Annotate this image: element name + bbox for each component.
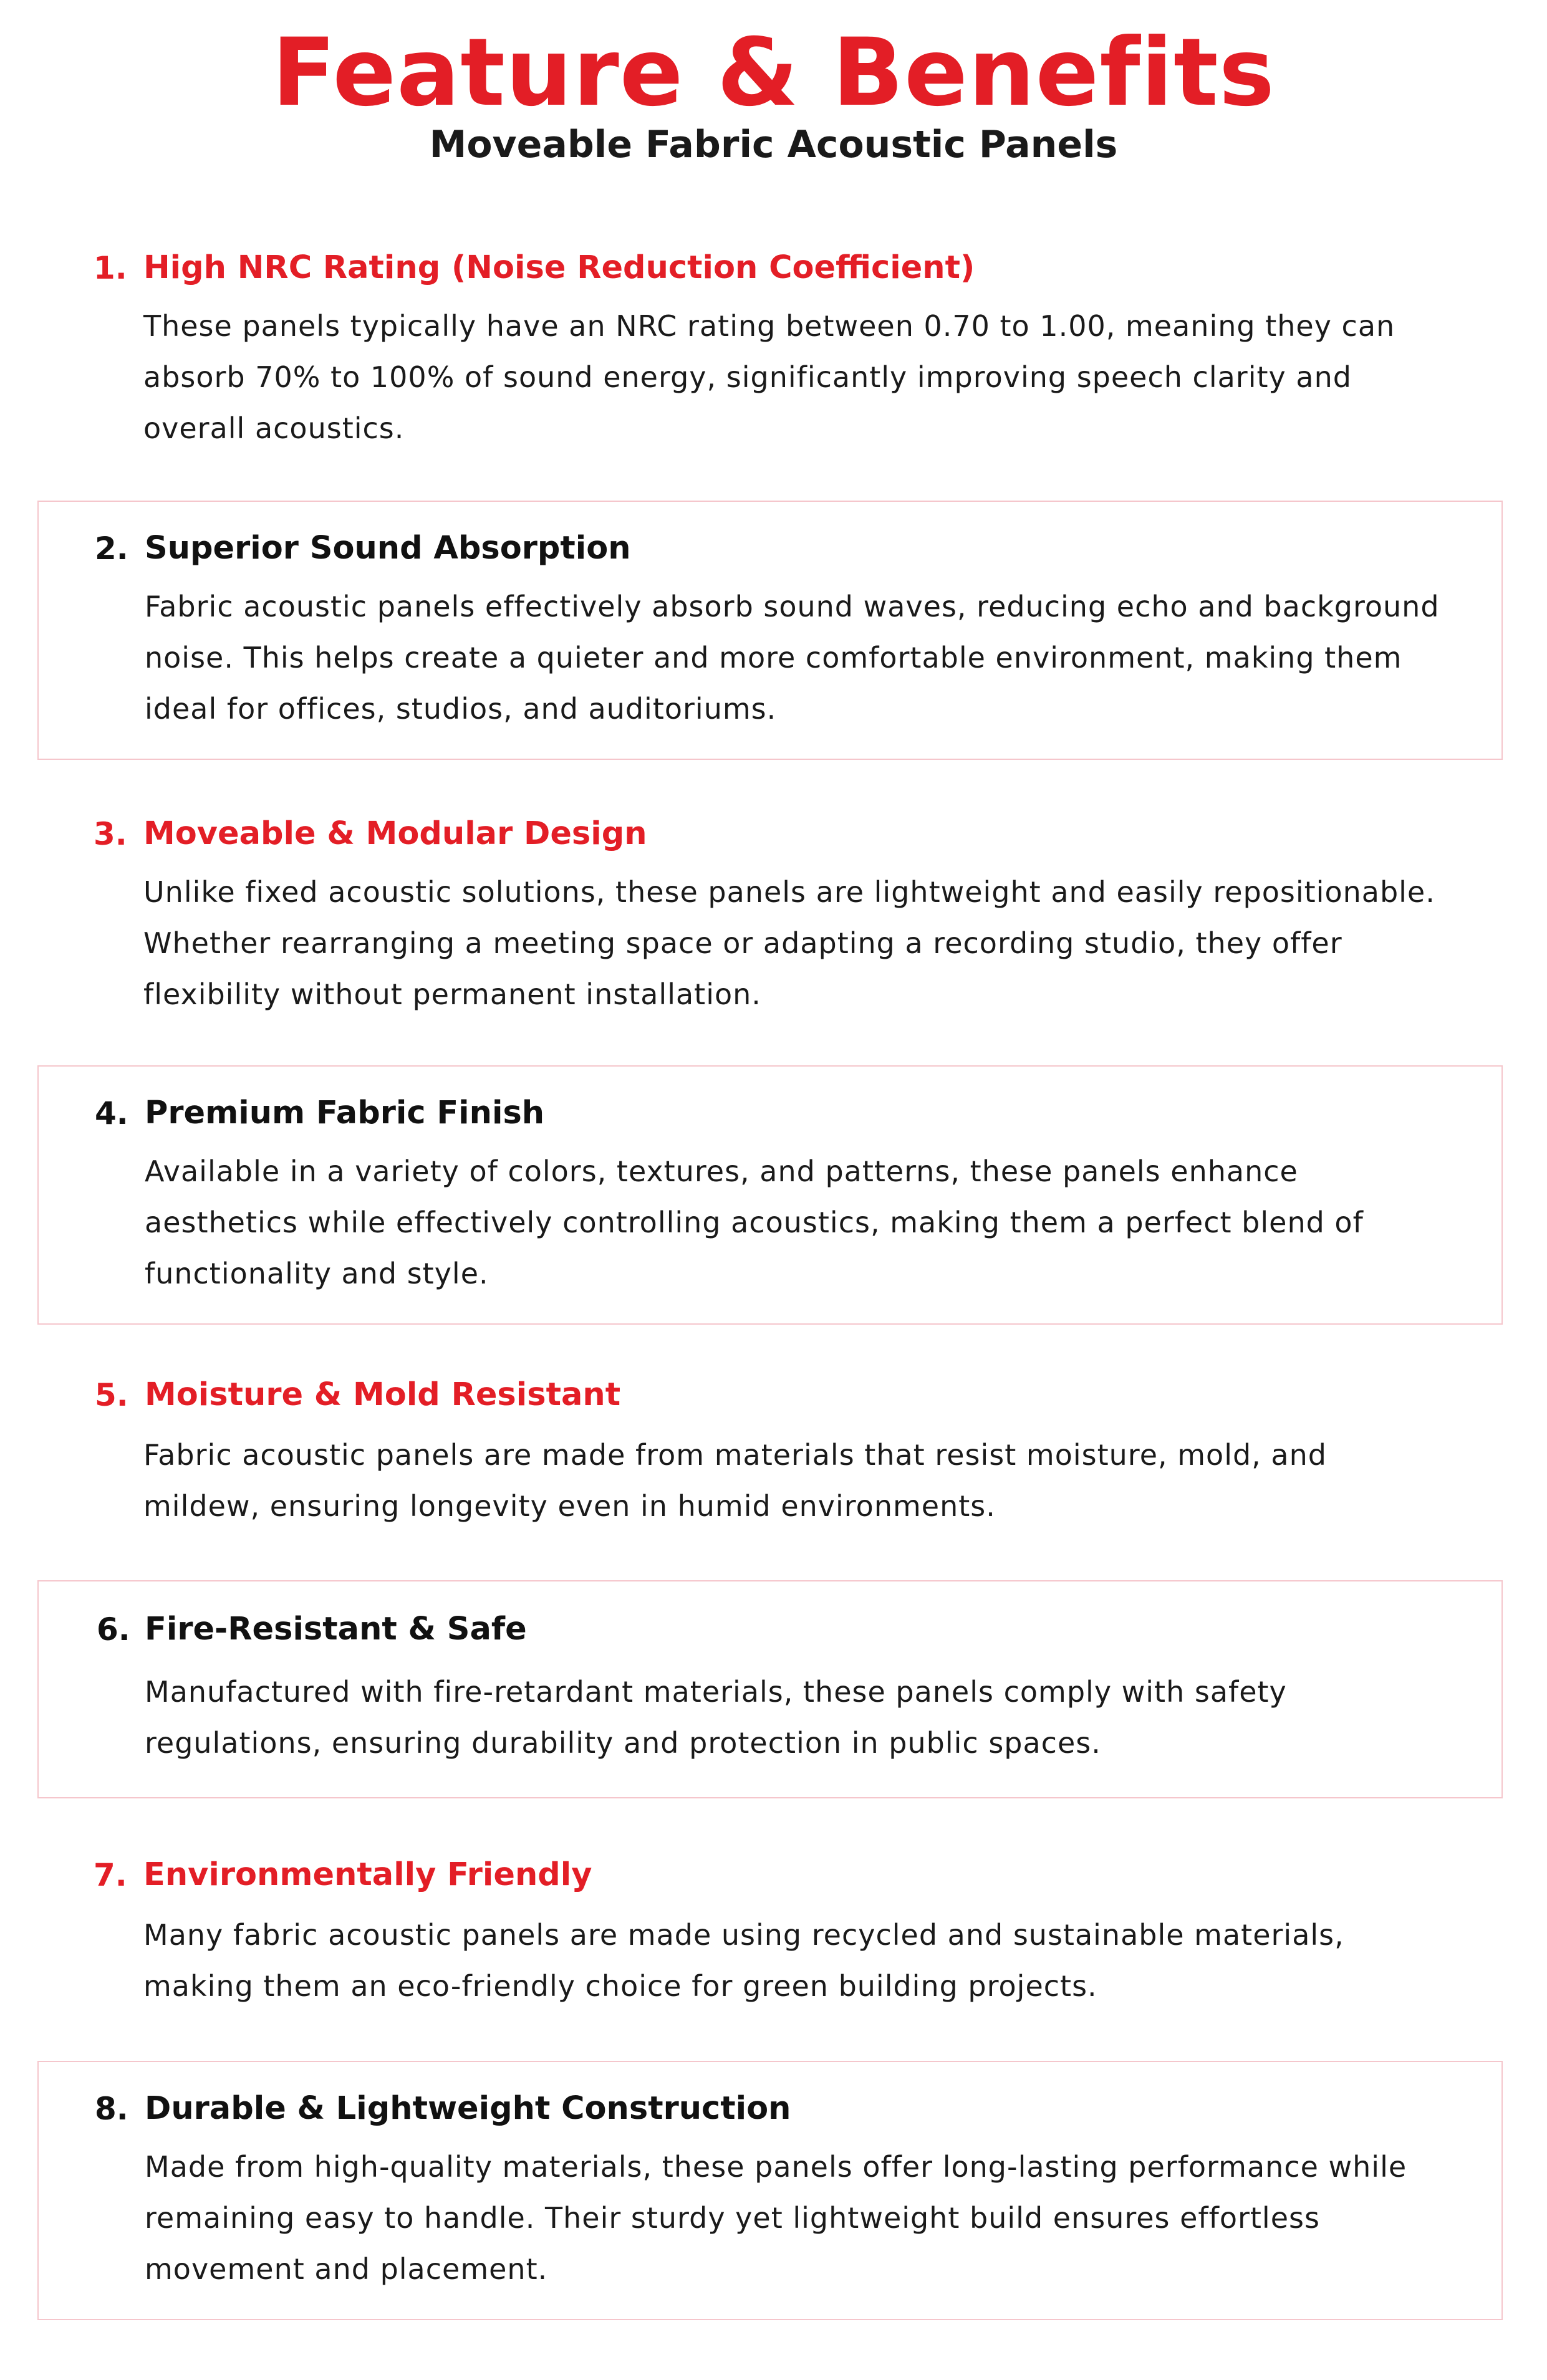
feature-8 [37, 2061, 1503, 2320]
page-title: Feature & Benefits [271, 19, 1276, 127]
feature-number: 1. [94, 250, 127, 286]
feature-title: Moisture & Mold Resistant [145, 1376, 621, 1413]
feature-number: 6. [97, 1611, 130, 1648]
feature-text-line: making them an eco-friendly choice for green building projects. [143, 1969, 1097, 2003]
feature-number: 5. [95, 1377, 128, 1413]
feature-text-line: noise. This helps create a quieter and more comfortable environment, making them [145, 641, 1402, 674]
feature-description [143, 1909, 1465, 2012]
feature-title: Environmentally Friendly [143, 1856, 592, 1893]
feature-description [145, 1146, 1467, 1299]
feature-4 [37, 1065, 1503, 1325]
feature-text-line: ideal for offices, studios, and auditoriums. [145, 692, 777, 726]
feature-text-line: Fabric acoustic panels effectively absorb sound waves, reducing echo and background [145, 590, 1440, 623]
feature-title: Premium Fabric Finish [145, 1095, 545, 1131]
feature-2 [37, 501, 1503, 760]
feature-text-line: Whether rearranging a meeting space or adapting a recording studio, they offer [143, 926, 1342, 960]
feature-title: Durable & Lightweight Construction [145, 2090, 791, 2127]
feature-5 [37, 1365, 1503, 1552]
feature-title: Fire-Resistant & Safe [145, 1611, 527, 1648]
feature-text-line: absorb 70% to 100% of sound energy, significantly improving speech clarity and [143, 360, 1352, 394]
feature-text-line: Fabric acoustic panels are made from materials that resist moisture, mold, and [143, 1438, 1327, 1472]
feature-text-line: These panels typically have an NRC rating between 0.70 to 1.00, meaning they can [143, 309, 1395, 343]
feature-text-line: movement and placement. [145, 2252, 548, 2286]
feature-description [145, 581, 1467, 734]
feature-text-line: flexibility without permanent installation. [143, 977, 761, 1011]
feature-text-line: aesthetics while effectively controlling acoustics, making them a perfect blend of [145, 1206, 1364, 1239]
feature-title: High NRC Rating (Noise Reduction Coefficient) [143, 249, 975, 286]
feature-description [143, 1429, 1465, 1532]
feature-6 [37, 1580, 1503, 1798]
feature-description [145, 2141, 1467, 2295]
feature-number: 3. [94, 816, 127, 852]
feature-text-line: remaining easy to handle. Their sturdy yet lightweight build ensures effortless [145, 2201, 1320, 2235]
feature-text-line: regulations, ensuring durability and protection in public spaces. [145, 1726, 1101, 1760]
feature-description [143, 300, 1465, 454]
feature-text-line: Manufactured with fire-retardant materials, these panels comply with safety [145, 1675, 1287, 1709]
feature-description [145, 1666, 1467, 1768]
feature-title: Moveable & Modular Design [143, 815, 647, 852]
feature-description [143, 866, 1465, 1020]
feature-text-line: Available in a variety of colors, textures, and patterns, these panels enhance [145, 1154, 1298, 1188]
feature-3 [37, 804, 1503, 1035]
feature-title: Superior Sound Absorption [145, 530, 631, 567]
feature-1 [37, 237, 1503, 468]
feature-7 [37, 1845, 1503, 2032]
feature-number: 2. [95, 530, 128, 567]
feature-number: 7. [94, 1857, 127, 1893]
feature-text-line: overall acoustics. [143, 411, 405, 445]
feature-text-line: functionality and style. [145, 1257, 489, 1290]
feature-number: 4. [95, 1095, 128, 1131]
page-subtitle: Moveable Fabric Acoustic Panels [429, 123, 1118, 166]
feature-text-line: Made from high-quality materials, these panels offer long-lasting performance while [145, 2150, 1407, 2184]
feature-text-line: mildew, ensuring longevity even in humid environments. [143, 1489, 996, 1523]
feature-number: 8. [95, 2091, 128, 2127]
feature-text-line: Many fabric acoustic panels are made using recycled and sustainable materials, [143, 1918, 1344, 1952]
feature-text-line: Unlike fixed acoustic solutions, these panels are lightweight and easily repositionable. [143, 875, 1435, 909]
